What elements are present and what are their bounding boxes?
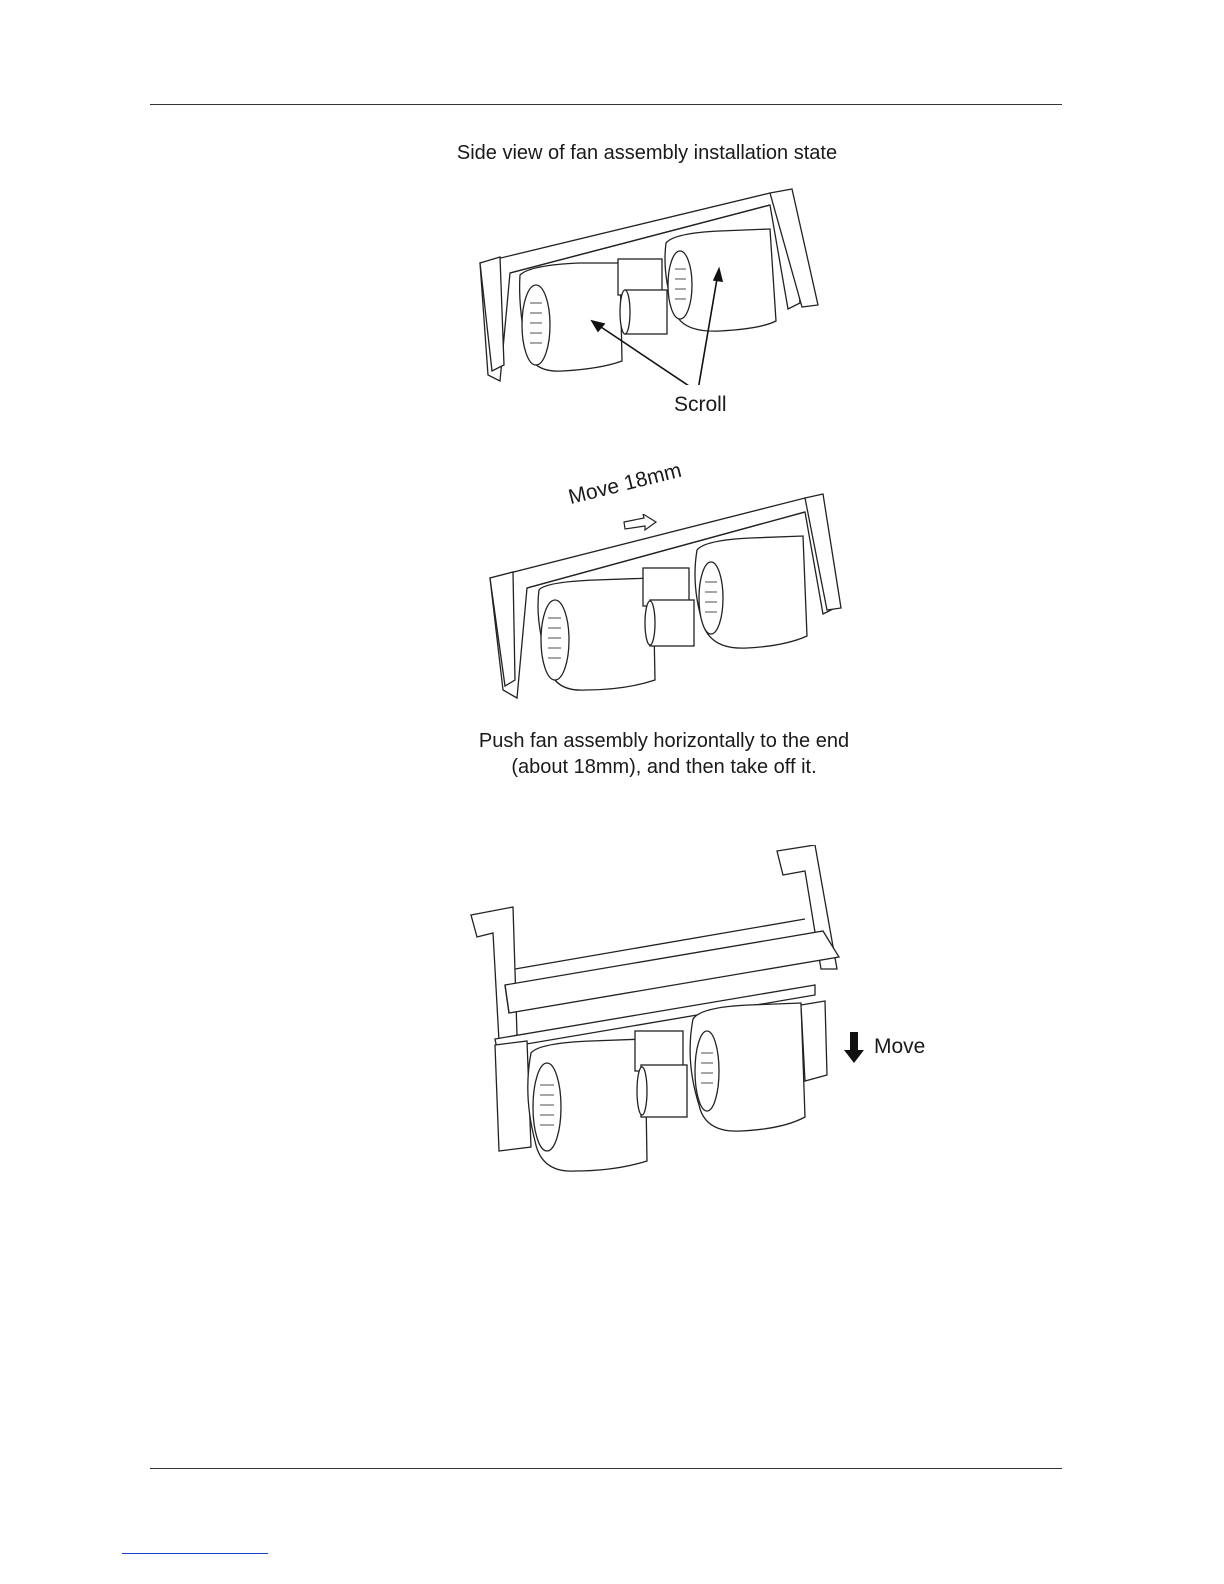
footer-rule [150,1468,1062,1469]
figure2-fan-assembly-drawing [485,490,845,700]
figure1-fan-assembly-drawing [470,185,830,385]
move-18mm-label: Move 18mm [566,458,684,510]
figure1-caption: Side view of fan assembly installation state [456,142,838,164]
header-rule [150,104,1062,105]
figure2-caption-line2: (about 18mm), and then take off it. [511,756,817,779]
figure2-caption [428,728,900,781]
move-down-arrow-icon [843,1032,865,1064]
figure3-fan-removal-drawing [465,845,845,1175]
scroll-label: Scroll [674,393,727,416]
move-label: Move [874,1035,926,1058]
footer-link-underline [122,1553,268,1554]
figure2-caption-line1: Push fan assembly horizontally to the end [478,730,850,752]
